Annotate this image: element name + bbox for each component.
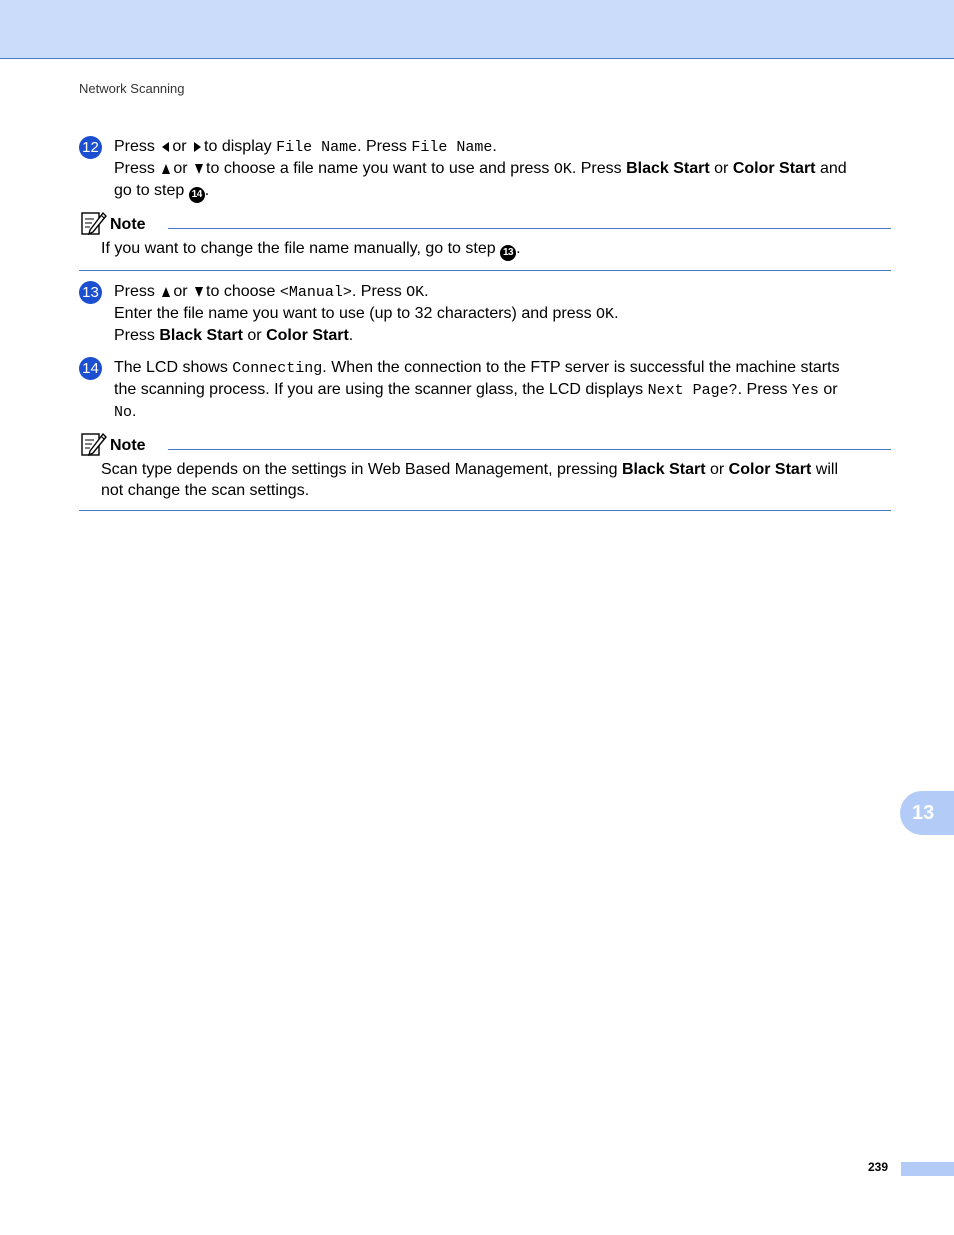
text: or	[172, 138, 187, 155]
text: or	[823, 381, 838, 398]
up-arrow-icon	[162, 164, 170, 174]
step-body	[114, 281, 891, 346]
note-pencil-icon	[81, 431, 107, 457]
text: .	[132, 403, 137, 420]
text: to display	[204, 138, 272, 155]
key-name: Color Start	[266, 327, 349, 344]
note-bottom-rule	[79, 270, 891, 271]
text: .	[424, 283, 429, 300]
text: and	[819, 160, 847, 177]
text: . Press	[737, 381, 788, 398]
key-name: Black Start	[626, 160, 710, 177]
text: Enter the file name you want to use (up to 32 characters) and press	[114, 305, 592, 322]
text: go to step	[114, 182, 185, 199]
text: Press	[114, 327, 155, 344]
text: or	[173, 160, 188, 177]
lcd-text: OK	[553, 161, 572, 178]
up-arrow-icon	[162, 287, 170, 297]
text: Press	[114, 138, 155, 155]
note-2	[79, 431, 891, 511]
text: . Press	[351, 283, 402, 300]
note-text	[101, 238, 891, 261]
text: The LCD shows	[114, 359, 228, 376]
step-number-badge: 13	[79, 281, 102, 304]
right-arrow-icon	[194, 142, 201, 152]
chapter-tab: 13	[900, 791, 954, 835]
text: . When the connection to the FTP server is successful the machine starts	[322, 359, 840, 376]
text: .	[516, 240, 521, 257]
key-name: Color Start	[728, 461, 812, 478]
text: .	[348, 327, 354, 344]
text: .	[614, 305, 619, 322]
text: Press	[114, 283, 155, 300]
text: Press	[114, 160, 155, 177]
lcd-text: No	[114, 404, 133, 421]
step-12	[79, 136, 891, 203]
running-title: Network Scanning	[79, 81, 185, 96]
text: the scanning process. If you are using the scanner glass, the LCD displays	[114, 381, 644, 398]
note-label: Note	[110, 437, 146, 454]
page-number: 239	[868, 1160, 889, 1174]
note-text	[101, 459, 891, 501]
key-name: Black Start	[621, 461, 706, 478]
text: or	[709, 461, 725, 478]
step-body	[114, 357, 891, 423]
text: or	[714, 160, 729, 177]
lcd-text: <Manual>	[279, 284, 352, 301]
text: will	[815, 461, 839, 478]
text: . Press	[357, 138, 407, 155]
text: or	[247, 327, 262, 344]
step-reference: 13	[500, 245, 516, 261]
lcd-text: File Name	[276, 139, 358, 156]
lcd-text: OK	[406, 284, 425, 301]
step-number-badge: 12	[79, 136, 102, 159]
text: to choose a file name you want to use and press	[206, 160, 550, 177]
down-arrow-icon	[195, 164, 203, 174]
step-13	[79, 281, 891, 346]
left-arrow-icon	[162, 142, 169, 152]
text: .	[204, 182, 210, 199]
key-name: Color Start	[732, 160, 816, 177]
step-reference: 14	[189, 187, 205, 203]
lcd-text: Yes	[791, 382, 819, 399]
note-1	[79, 210, 891, 271]
text: If you want to change the file name manually, go to step	[101, 240, 496, 257]
note-rule	[168, 228, 891, 229]
note-rule	[168, 449, 891, 450]
down-arrow-icon	[195, 287, 203, 297]
text: .	[492, 138, 497, 155]
lcd-text: OK	[596, 306, 615, 323]
page-number-bar	[901, 1162, 954, 1176]
text: . Press	[571, 160, 622, 177]
key-name: Black Start	[159, 327, 243, 344]
note-label: Note	[110, 216, 146, 233]
header-band	[0, 0, 954, 59]
lcd-text: Next Page?	[647, 382, 738, 399]
step-14	[79, 357, 891, 423]
text: Scan type depends on the settings in Web Based Management, pressing	[101, 461, 618, 478]
note-pencil-icon	[81, 210, 107, 236]
lcd-text: Connecting	[232, 360, 323, 377]
step-body	[114, 136, 891, 203]
text: to choose	[206, 283, 276, 300]
text: not change the scan settings.	[101, 482, 310, 499]
text: or	[173, 283, 188, 300]
lcd-text: File Name	[411, 139, 493, 156]
step-number-badge: 14	[79, 357, 102, 380]
note-bottom-rule	[79, 510, 891, 511]
